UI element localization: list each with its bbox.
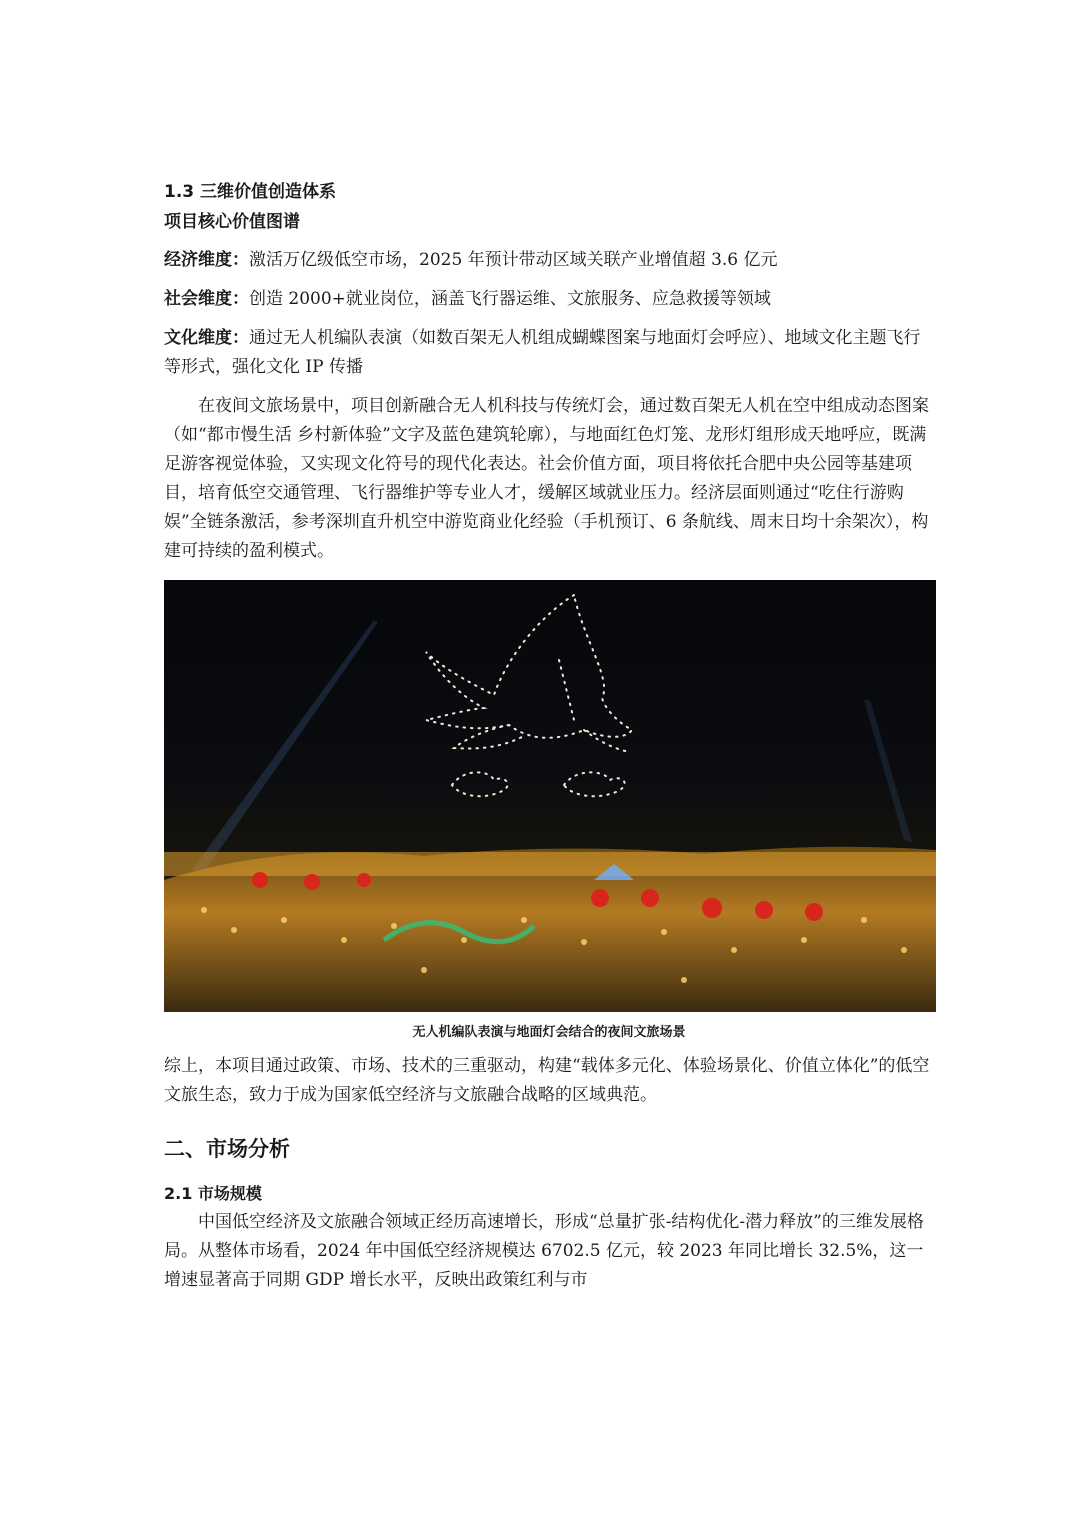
dimension-cultural bbox=[164, 324, 934, 382]
body-paragraph: 在夜间文旅场景中，项目创新融合无人机科技与传统灯会，通过数百架无人机在空中组成动态图案（如“都市慢生活 乡村新体验”文字及蓝色建筑轮廓），与地面红色灯笼、龙形灯组形成天地呼应，既满足游客视觉体验，又实现文化符号的现代化表达。社会价值方面，项目将依托合肥中央公园等基建项目，培育低空交通管理、飞行器维护等专业人才，缓解区域就业压力。经济层面则通过“吃住行游购娱”全链条激活，参考深圳直升机空中游览商业化经验（手机预订、6 条航线、周末日均十余架次），构建可持续的盈利模式。 bbox=[164, 396, 929, 561]
drone-show-photo bbox=[164, 580, 936, 1012]
section-heading: 1.3 三维价值创造体系 bbox=[164, 182, 337, 202]
figure-caption: 无人机编队表演与地面灯会结合的夜间文旅场景 bbox=[412, 1025, 686, 1040]
dimension-key: 社会维度： bbox=[164, 289, 249, 309]
document-page bbox=[164, 178, 934, 1295]
dimension-economic bbox=[164, 246, 934, 275]
drone-bird-formation bbox=[426, 595, 632, 752]
dimension-key: 文化维度： bbox=[164, 328, 249, 348]
summary-paragraph: 综上，本项目通过政策、市场、技术的三重驱动，构建“载体多元化、体验场景化、价值立体化”的低空文旅生态，致力于成为国家低空经济与文旅融合战略的区域典范。 bbox=[164, 1056, 930, 1105]
dimension-social bbox=[164, 285, 934, 314]
dimension-key: 经济维度： bbox=[164, 250, 249, 270]
chapter-heading: 二、市场分析 bbox=[164, 1137, 290, 1161]
dimension-text: 创造 2000+就业岗位，涵盖飞行器运维、文旅服务、应急救援等领域 bbox=[249, 289, 771, 309]
market-paragraph: 中国低空经济及文旅融合领域正经历高速增长，形成“总量扩张-结构优化-潜力释放”的三维发展格局。从整体市场看，2024 年中国低空经济规模达 6702.5 亿元，较 2023 年同比增长 32.5%，这一增速显著高于同期 GDP 增长水平，反映出政策红利与市 bbox=[164, 1212, 924, 1290]
photo-illustration bbox=[164, 580, 936, 1012]
dimension-text: 通过无人机编队表演（如数百架无人机组成蝴蝶图案与地面灯会呼应）、地域文化主题飞行等形式，强化文化 IP 传播 bbox=[164, 328, 921, 377]
dimension-text: 激活万亿级低空市场，2025 年预计带动区域关联产业增值超 3.6 亿元 bbox=[249, 250, 778, 270]
section-heading-market-size: 2.1 市场规模 bbox=[164, 1184, 262, 1203]
section-subheading: 项目核心价值图谱 bbox=[164, 212, 300, 232]
